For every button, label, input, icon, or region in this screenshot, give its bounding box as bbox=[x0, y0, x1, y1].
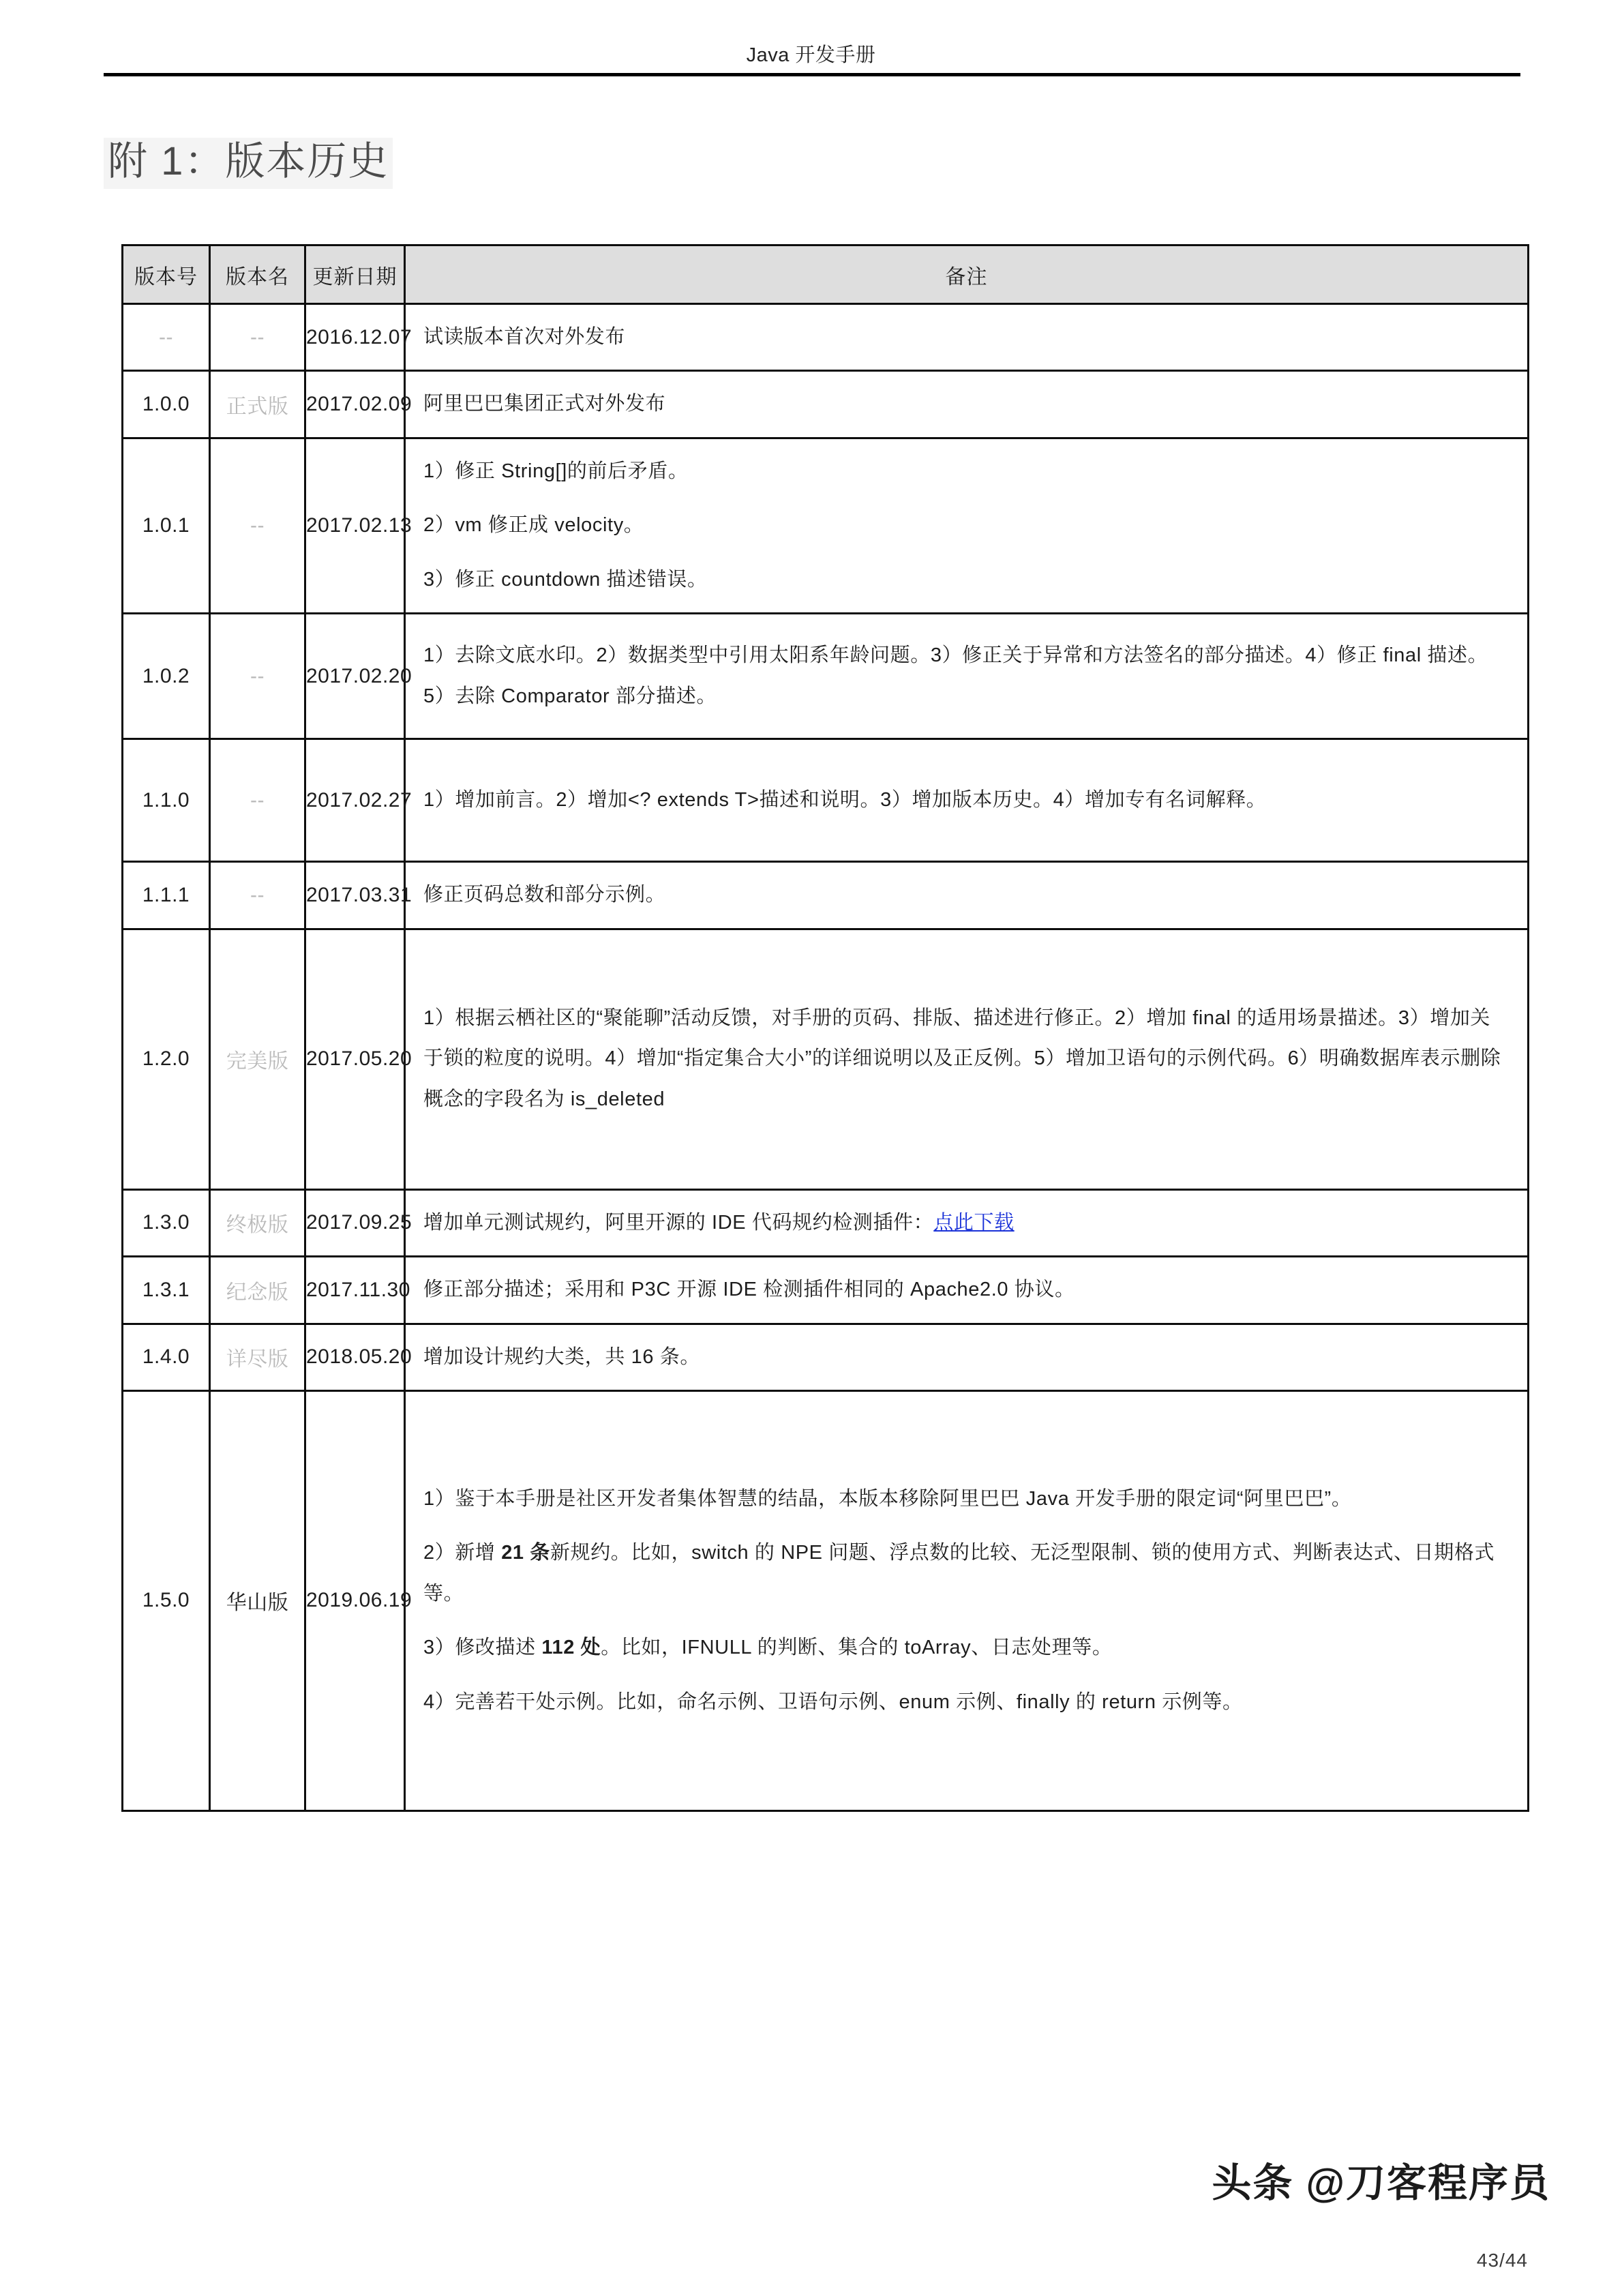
remark-text-after: 新规约。比如，switch 的 NPE 问题、浮点数的比较、无泛型限制、锁的使用方式、判断表达式、日期格式等。 bbox=[423, 1542, 1495, 1605]
remark-line bbox=[423, 1628, 1510, 1668]
cell-version-name: 华山版 bbox=[210, 1390, 305, 1810]
cell-update-date: 2018.05.20 bbox=[305, 1324, 405, 1390]
cell-version-number: 1.0.0 bbox=[123, 371, 210, 438]
cell-version-number: 1.2.0 bbox=[123, 929, 210, 1189]
cell-version-name: -- bbox=[210, 739, 305, 862]
running-header: Java 开发手册 bbox=[746, 44, 876, 66]
remark-text-before: 4）完善若干处示例。比如，命名示例、卫语句示例、enum 示例、finally 的 return 示例等。 bbox=[423, 1690, 1243, 1713]
cell-remark bbox=[405, 438, 1529, 613]
cell-update-date: 2017.02.13 bbox=[305, 438, 405, 613]
watermark: 头条 @刀客程序员 bbox=[1212, 2161, 1550, 2205]
remark-text-before: 3）修改描述 bbox=[423, 1637, 542, 1659]
column-header-update-date: 更新日期 bbox=[305, 245, 405, 304]
remark-text-after: 。比如，IFNULL 的判断、集合的 toArray、日志处理等。 bbox=[601, 1637, 1113, 1659]
header-divider bbox=[104, 73, 1520, 76]
cell-update-date: 2017.02.20 bbox=[305, 614, 405, 739]
remark-line: 2）vm 修正成 velocity。 bbox=[423, 514, 644, 537]
remark-emphasis: 21 条 bbox=[501, 1542, 550, 1564]
remark-line: 增加设计规约大类，共 16 条。 bbox=[423, 1345, 700, 1368]
cell-version-number: -- bbox=[123, 304, 210, 371]
cell-remark bbox=[405, 614, 1529, 739]
remark-line bbox=[423, 1533, 1510, 1614]
cell-version-number: 1.1.1 bbox=[123, 862, 210, 929]
cell-version-name: -- bbox=[210, 862, 305, 929]
remark-line: 1）根据云栖社区的“聚能聊”活动反馈，对手册的页码、排版、描述进行修正。2）增加 final 的适用场景描述。3）增加关于锁的粒度的说明。4）增加“指定集合大小”的详细说明以及正反例。5）增加卫语句的示例代码。6）明确数据库表示删除概念的字段名为 is_deleted bbox=[423, 1007, 1501, 1110]
remark-line bbox=[423, 1479, 1510, 1519]
cell-version-number: 1.3.1 bbox=[123, 1257, 210, 1324]
cell-version-name: -- bbox=[210, 304, 305, 371]
table-row bbox=[123, 1257, 1529, 1324]
remark-line: 1）修正 String[]的前后矛盾。 bbox=[423, 460, 689, 482]
table-row bbox=[123, 1390, 1529, 1810]
cell-version-number: 1.0.1 bbox=[123, 438, 210, 613]
table-row bbox=[123, 929, 1529, 1189]
remark-text-before: 2）新增 bbox=[423, 1542, 502, 1564]
cell-remark bbox=[405, 929, 1529, 1189]
remark-line: 修正部分描述；采用和 P3C 开源 IDE 检测插件相同的 Apache2.0 协议。 bbox=[423, 1279, 1075, 1301]
table-row bbox=[123, 371, 1529, 438]
cell-remark bbox=[405, 304, 1529, 371]
cell-update-date: 2017.11.30 bbox=[305, 1257, 405, 1324]
table-row bbox=[123, 1189, 1529, 1256]
table-row bbox=[123, 614, 1529, 739]
remark-line bbox=[423, 1682, 1510, 1723]
column-header-version-name: 版本名 bbox=[210, 245, 305, 304]
remark-line: 1）增加前言。2）增加<? extends T>描述和说明。3）增加版本历史。4）增加专有名词解释。 bbox=[423, 788, 1267, 811]
cell-version-name: 终极版 bbox=[210, 1189, 305, 1256]
cell-remark bbox=[405, 371, 1529, 438]
cell-remark bbox=[405, 1257, 1529, 1324]
cell-version-number: 1.5.0 bbox=[123, 1390, 210, 1810]
download-link[interactable]: 点此下载 bbox=[933, 1211, 1015, 1234]
remark-text-before: 1）鉴于本手册是社区开发者集体智慧的结晶，本版本移除阿里巴巴 Java 开发手册的限定词“阿里巴巴”。 bbox=[423, 1487, 1352, 1510]
table-row bbox=[123, 1324, 1529, 1390]
cell-version-number: 1.1.0 bbox=[123, 739, 210, 862]
remark-line: 3）修正 countdown 描述错误。 bbox=[423, 568, 708, 591]
cell-update-date: 2016.12.07 bbox=[305, 304, 405, 371]
cell-remark bbox=[405, 1390, 1529, 1810]
cell-update-date: 2019.06.19 bbox=[305, 1390, 405, 1810]
table-row bbox=[123, 739, 1529, 862]
cell-version-name: 正式版 bbox=[210, 371, 305, 438]
page-title: 附 1：版本历史 bbox=[104, 138, 393, 189]
cell-version-name: 纪念版 bbox=[210, 1257, 305, 1324]
version-history-table bbox=[121, 244, 1529, 1812]
cell-update-date: 2017.02.09 bbox=[305, 371, 405, 438]
table-row bbox=[123, 438, 1529, 613]
table-row bbox=[123, 304, 1529, 371]
column-header-version-number: 版本号 bbox=[123, 245, 210, 304]
column-header-remark: 备注 bbox=[405, 245, 1529, 304]
page-number: 43/44 bbox=[1476, 2250, 1528, 2271]
cell-update-date: 2017.05.20 bbox=[305, 929, 405, 1189]
cell-version-name: -- bbox=[210, 614, 305, 739]
remark-line: 阿里巴巴集团正式对外发布 bbox=[423, 393, 666, 415]
cell-version-name: 详尽版 bbox=[210, 1324, 305, 1390]
cell-version-number: 1.4.0 bbox=[123, 1324, 210, 1390]
table-header bbox=[123, 245, 1529, 304]
remark-emphasis: 112 处 bbox=[541, 1637, 601, 1659]
remark-text: 增加单元测试规约，阿里开源的 IDE 代码规约检测插件： bbox=[423, 1211, 934, 1234]
remark-line: 1）去除文底水印。2）数据类型中引用太阳系年龄问题。3）修正关于异常和方法签名的部分描述。4）修正 final 描述。5）去除 Comparator 部分描述。 bbox=[423, 644, 1488, 707]
cell-remark bbox=[405, 862, 1529, 929]
table-header-row bbox=[123, 245, 1529, 304]
remark-line bbox=[423, 1203, 1510, 1243]
cell-version-number: 1.0.2 bbox=[123, 614, 210, 739]
remark-line: 试读版本首次对外发布 bbox=[423, 326, 626, 348]
cell-update-date: 2017.09.25 bbox=[305, 1189, 405, 1256]
cell-update-date: 2017.03.31 bbox=[305, 862, 405, 929]
cell-version-name: 完美版 bbox=[210, 929, 305, 1189]
cell-version-name: -- bbox=[210, 438, 305, 613]
remark-line: 修正页码总数和部分示例。 bbox=[423, 884, 666, 906]
cell-version-number: 1.3.0 bbox=[123, 1189, 210, 1256]
cell-remark bbox=[405, 1189, 1529, 1256]
cell-update-date: 2017.02.27 bbox=[305, 739, 405, 862]
cell-remark bbox=[405, 739, 1529, 862]
cell-remark bbox=[405, 1324, 1529, 1390]
table-row bbox=[123, 862, 1529, 929]
table-body bbox=[123, 304, 1529, 1811]
